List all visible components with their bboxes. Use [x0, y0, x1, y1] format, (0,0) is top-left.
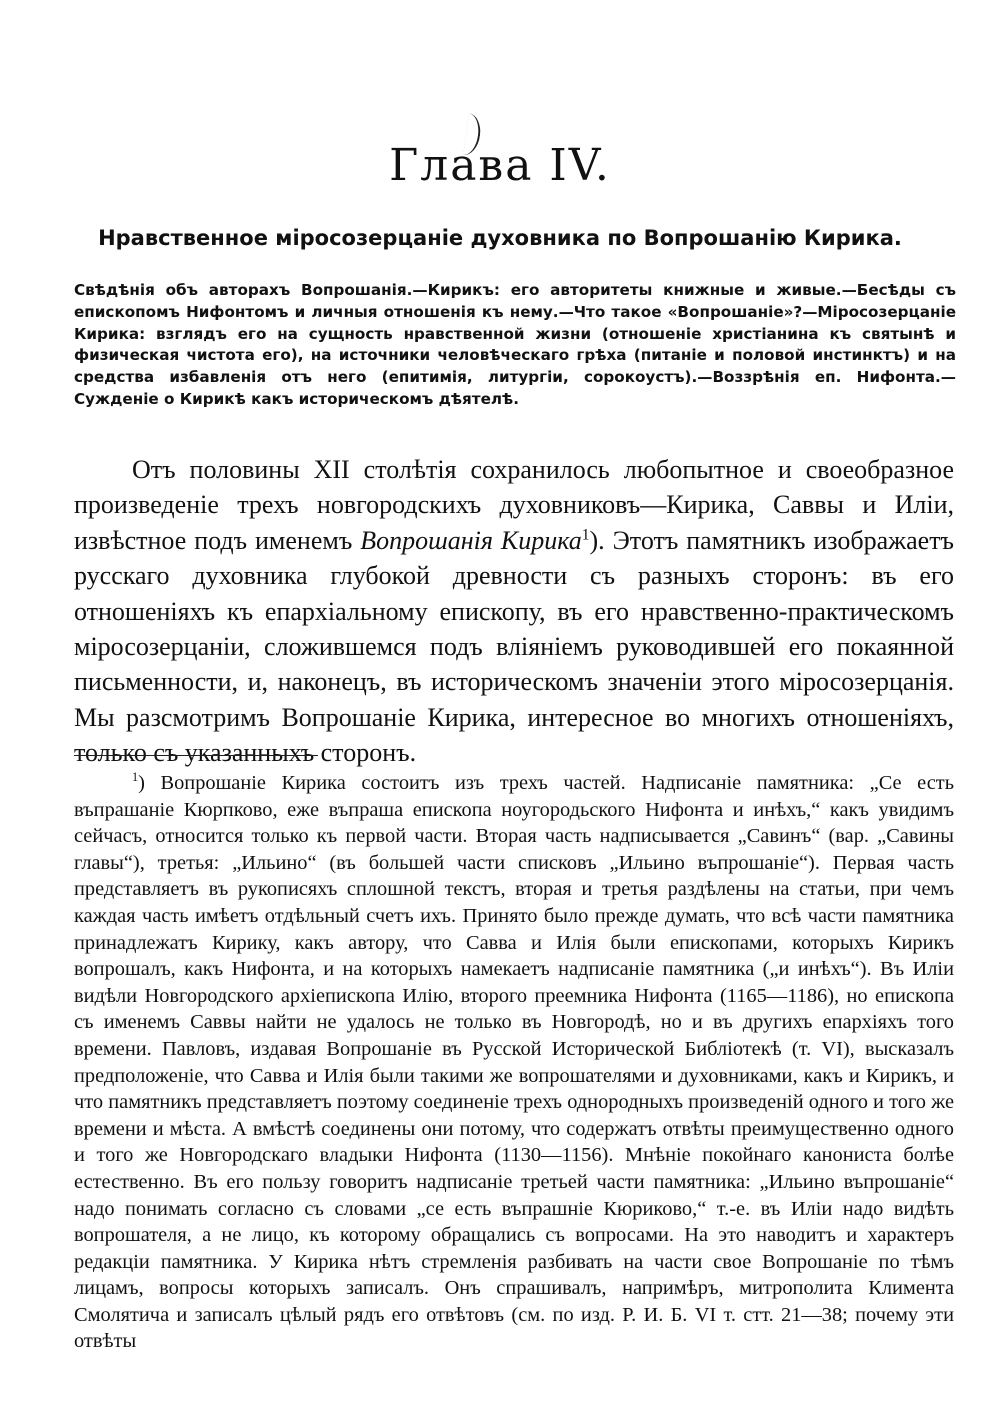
chapter-title: Глава IV. [389, 140, 611, 191]
footnote-text: ) Вопрошаніе Кирика состоитъ изъ трехъ частей. Надписаніе памятника: „Се есть въпрашаніе Кюрпково, еже въпраша епископа ноугородьского Нифонта и инѣхъ,“ какъ увидимъ сейчасъ, относится только къ первой части. Вторая часть надписывается „Савинъ“ (вар. „Савины главы“), третья: „Ильино“ (въ большей части списковъ „Ильино въпрошаніе“). Первая часть представляетъ въ рукописяхъ сплошной текстъ, вторая и третья раздѣлены на статьи, при чемъ каждая часть имѣетъ отдѣльный счетъ ихъ. Принято было прежде думать, что всѣ части памятника принадлежатъ Кирику, какъ автору, что Савва и Илія были епископами, которыхъ Кирикъ вопрошалъ, какъ Нифонта, и на которыхъ намекаетъ надписаніе памятника („и инѣхъ“). Въ Иліи видѣли Новгородского архіепископа Илію, второго преемника Нифонта (1165—1186), но епископа съ именемъ Саввы найти не удалось не только въ Новгородѣ, но и въ другихъ епархіяхъ того времени. Павловъ, издавая Вопрошаніе въ Русской Исторической Библіотекѣ (т. VI), высказалъ предположеніе, что Савва и Илія были такими же вопрошателями и духовниками, какъ и Кирикъ, и что памятникъ представляетъ поэтому соединеніе трехъ однородныхъ произведеній одного и того же времени и мѣста. А вмѣстѣ соединены они потому, что содержатъ отвѣты преимущественно одного и того же Новгородскаго владыки Нифонта (1130—1156). Мнѣніе покойнаго канониста болѣе естественно. Въ его пользу говоритъ надписаніе третьей части памятника: „Ильино въпрошаніе“ надо понимать согласно съ словами „се есть въпрашніе Кюриково,“ т.-е. въ Иліи надо видѣть вопрошателя, а не лицо, къ которому обращались съ вопросами. На это наводитъ и характеръ редакціи памятника. У Кирика нѣтъ стремленія разбивать на части свое Вопрошаніе по тѣмъ лицамъ, вопросы которыхъ записалъ. Онъ спрашивалъ, напримѣръ, митрополита Климента Смолятича и записалъ цѣлый рядъ его отвѣтовъ (см. по изд. Р. И. Б. VI т. стт. 21—38; почему эти отвѣты [74, 772, 954, 1353]
work-title: Вопрошанія Кирика [360, 525, 582, 555]
main-text-before: Отъ половины XII столѣтія сохранилось любопытное и своеобразное произведеніе трехъ новгородскихъ духовниковъ—Кирика, Саввы и Иліи, извѣстное подъ именемъ [74, 455, 954, 555]
footnote-reference: 1 [581, 526, 590, 544]
main-paragraph [74, 452, 954, 771]
footnote [74, 770, 954, 1355]
footnote-divider [74, 755, 318, 756]
footnote-marker: 1 [132, 770, 139, 785]
chapter-summary: Свѣдѣнія объ авторахъ Вопрошанія.—Кирикъ: его авторитеты книжные и живые.—Бесѣды съ епископомъ Нифонтомъ и личныя отношенія къ нему.—Что такое «Вопрошаніе»?—Міросозерцаніе Кирика: взглядъ его на сущность нравственной жизни (отношеніе христіанина къ святынѣ и физическая чистота его), на источники человѣческаго грѣха (питаніе и половой инстинктъ) и на средства избавленія отъ него (епитимія, литургіи, сорокоустъ).—Воззрѣнія еп. Нифонта.—Сужденіе о Кирикѣ какъ историческомъ дѣятелѣ. [74, 281, 956, 408]
chapter-subtitle: Нравственное міросозерцаніе духовника по Вопрошанію Кирика. [98, 226, 902, 250]
main-text-after: ). Этотъ памятникъ изображаетъ русскаго духовника глубокой древности съ разныхъ сторонъ: въ его отношеніяхъ къ епархіальному епископу, въ его нравственно-практическомъ міросозерцаніи, сложившемся подъ вліяніемъ руководившей его покаянной письменности, и, наконецъ, въ историческомъ значеніи этого міросозерцанія. Мы разсмотримъ Вопрошаніе Кирика, интересное во многихъ отношеніяхъ, только съ указанныхъ сторонъ. [74, 525, 954, 768]
